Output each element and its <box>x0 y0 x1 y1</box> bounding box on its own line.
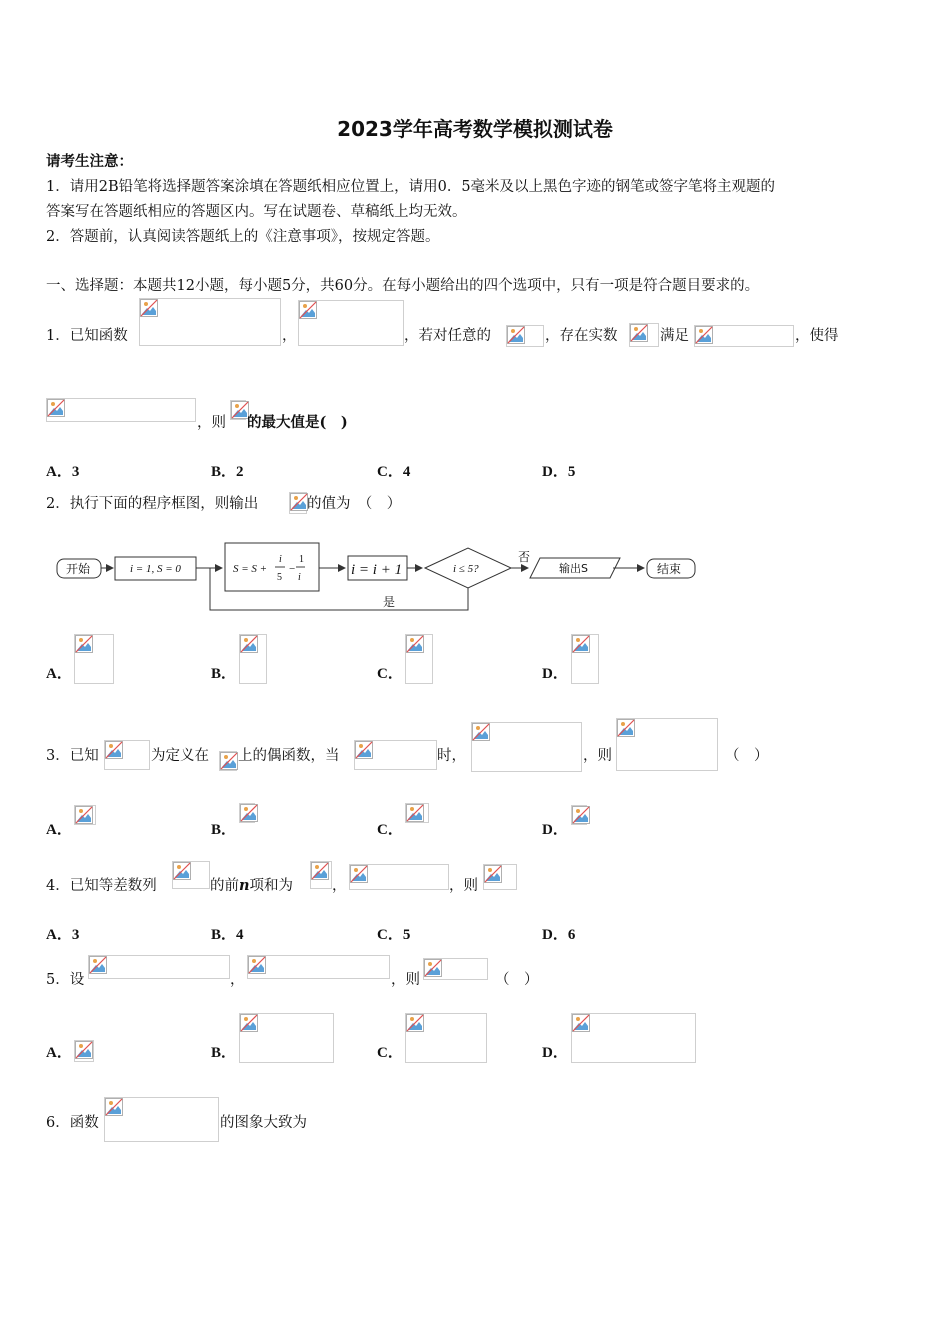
q3-formula-image-3 <box>354 740 437 770</box>
q2-text-a: 2．执行下面的程序框图，则输出 <box>46 496 259 512</box>
q4-option-c-label: C． <box>377 927 403 943</box>
q4-option-c-text: 5 <box>402 927 411 943</box>
broken-image-icon <box>75 1041 93 1059</box>
q1-text-g: ，则 <box>197 415 226 431</box>
flow-sum-den1: 5 <box>277 572 282 583</box>
broken-image-icon <box>311 862 329 880</box>
q2-option-a-label: A． <box>46 666 72 682</box>
q1-text-c: ，若对任意的 <box>404 328 491 344</box>
q2-option-a-image <box>74 634 114 684</box>
q3-option-a <box>46 818 72 839</box>
q4-option-b-text: 4 <box>236 927 244 943</box>
q3-option-b-image <box>239 803 255 823</box>
q1-text-e: 满足 <box>660 328 689 344</box>
flow-no-label: 否 <box>518 550 531 564</box>
flow-init-label: i = 1, S = 0 <box>130 563 181 575</box>
q4-option-d-label: D． <box>542 927 568 943</box>
q5-formula-image-2 <box>247 955 390 979</box>
q3-text-a: 3．已知 <box>46 748 99 764</box>
q4-text-d: ， <box>332 878 347 894</box>
broken-image-icon <box>75 806 93 824</box>
q1-formula-image-2 <box>298 300 404 346</box>
notice-line-2: 2．答题前，认真阅读答题纸上的《注意事项》，按规定答题。 <box>46 229 440 245</box>
q6-formula-image-1 <box>104 1097 219 1142</box>
q5-text-c: ，则 <box>391 972 420 988</box>
q1-option-b <box>211 460 244 481</box>
q6-text-b: 的图象大致为 <box>220 1115 307 1131</box>
page-title: 2023学年高考数学模拟测试卷 <box>337 117 613 141</box>
q3-option-a-label: A． <box>46 822 72 838</box>
q2-text-b: 的值为 （ ） <box>307 496 402 512</box>
q5-option-c <box>377 1041 403 1062</box>
q1-formula-image-3 <box>506 325 544 347</box>
q5-option-d <box>542 1041 568 1062</box>
q5-option-b-label: B． <box>211 1045 237 1061</box>
q3-text-e: ，则 <box>583 748 612 764</box>
q4-option-b <box>211 923 244 944</box>
broken-image-icon <box>406 1014 424 1032</box>
broken-image-icon <box>240 635 258 653</box>
q2-option-c-image <box>405 634 433 684</box>
q5-formula-image-3 <box>423 958 488 980</box>
q2-option-d <box>542 662 568 683</box>
broken-image-icon <box>220 752 238 770</box>
q4-option-a-text: 3 <box>71 927 80 943</box>
q5-text-d: （ ） <box>495 972 539 988</box>
q2-option-b <box>211 662 236 683</box>
flow-sum-minus: − <box>289 563 296 575</box>
flow-end-label: 结束 <box>657 562 682 576</box>
broken-image-icon <box>240 804 258 822</box>
q3-option-c <box>377 818 403 839</box>
flow-output-label: 输出S <box>559 562 588 575</box>
q1-text-d: ，存在实数 <box>545 328 618 344</box>
flow-sum-den2: i <box>298 572 301 583</box>
q5-formula-image-1 <box>88 955 230 979</box>
q3-text-c: 上的偶函数，当 <box>238 748 340 764</box>
q3-formula-image-2 <box>219 751 237 771</box>
q5-text-b: ， <box>230 972 245 988</box>
q1-option-d-text: 5 <box>567 464 576 480</box>
notice-heading: 请考生注意： <box>46 153 133 170</box>
broken-image-icon <box>572 806 590 824</box>
q1-option-b-text: 2 <box>236 464 244 480</box>
q1-text-b: ， <box>282 328 297 344</box>
q4-option-a <box>46 923 79 944</box>
flow-sum-lhs: S = S + <box>233 563 268 575</box>
q5-option-c-label: C． <box>377 1045 403 1061</box>
q3-text-b: 为定义在 <box>151 748 209 764</box>
q3-option-d-label: D． <box>542 822 568 838</box>
broken-image-icon <box>47 399 65 417</box>
broken-image-icon <box>240 1014 258 1032</box>
q3-text-f: （ ） <box>725 748 769 764</box>
q4-option-d-text: 6 <box>567 927 576 943</box>
q3-option-a-image <box>74 805 96 825</box>
broken-image-icon <box>105 741 123 759</box>
q2-option-d-image <box>571 634 599 684</box>
q1-formula-image-5 <box>694 325 794 347</box>
flow-sum-num2: 1 <box>299 554 304 565</box>
q3-formula-image-1 <box>104 740 150 770</box>
q1-option-a <box>46 460 79 481</box>
broken-image-icon <box>406 635 424 653</box>
broken-image-icon <box>472 723 490 741</box>
broken-image-icon <box>140 299 158 317</box>
broken-image-icon <box>350 865 368 883</box>
flow-inc-label: i = i + 1 <box>351 562 403 578</box>
q1-option-a-text: 3 <box>71 464 80 480</box>
q5-option-b <box>211 1041 236 1062</box>
q1-option-c-label: C． <box>377 464 403 480</box>
broken-image-icon <box>75 635 93 653</box>
flow-start-label: 开始 <box>66 562 91 576</box>
q4-option-d <box>542 923 575 944</box>
broken-image-icon <box>507 326 525 344</box>
q5-option-a-image <box>74 1040 94 1062</box>
q3-text-d: 时， <box>437 748 466 764</box>
broken-image-icon <box>484 865 502 883</box>
q3-option-d-image <box>571 805 587 825</box>
q2-option-b-label: B． <box>211 666 237 682</box>
q2-option-c-label: C． <box>377 666 403 682</box>
q1-text-a: 1．已知函数 <box>46 328 128 344</box>
q4-text-c: 项和为 <box>249 878 294 894</box>
q4-text-a: 4．已知等差数列 <box>46 878 157 894</box>
broken-image-icon <box>105 1098 123 1116</box>
broken-image-icon <box>572 635 590 653</box>
q4-text-b: 的前 <box>210 878 239 894</box>
q5-option-a <box>46 1041 72 1062</box>
q1-formula-image-1 <box>139 298 281 346</box>
q1-option-b-label: B． <box>211 464 237 480</box>
broken-image-icon <box>424 959 442 977</box>
q1-formula-image-7 <box>230 400 246 420</box>
flow-yes-label: 是 <box>383 595 396 609</box>
broken-image-icon <box>695 326 713 344</box>
q3-option-d <box>542 818 568 839</box>
q2-option-b-image <box>239 634 267 684</box>
q2-option-d-label: D． <box>542 666 568 682</box>
broken-image-icon <box>89 956 107 974</box>
q6-text-a: 6．函数 <box>46 1115 99 1131</box>
q1-option-d <box>542 460 575 481</box>
q1-formula-image-4 <box>629 323 659 347</box>
q3-formula-image-5 <box>616 718 718 771</box>
flow-cond-label: i ≤ 5? <box>453 563 479 575</box>
q1-formula-image-6 <box>46 398 196 422</box>
q5-option-c-image <box>405 1013 487 1063</box>
broken-image-icon <box>290 493 308 511</box>
q4-text-n: n <box>239 877 250 894</box>
broken-image-icon <box>248 956 266 974</box>
q2-formula-image-1 <box>289 492 307 514</box>
broken-image-icon <box>355 741 373 759</box>
q1-option-a-label: A． <box>46 464 72 480</box>
q4-option-b-label: B． <box>211 927 237 943</box>
q4-formula-image-2 <box>310 861 332 889</box>
broken-image-icon <box>406 804 424 822</box>
q3-option-c-image <box>405 803 429 823</box>
q5-text-a: 5．设 <box>46 972 85 988</box>
q4-formula-image-1 <box>172 861 210 889</box>
broken-image-icon <box>630 324 648 342</box>
flow-sum-num1: i <box>279 554 282 565</box>
q4-option-a-label: A． <box>46 927 72 943</box>
q1-text-f: ，使得 <box>795 328 839 344</box>
broken-image-icon <box>572 1014 590 1032</box>
q1-option-d-label: D． <box>542 464 568 480</box>
q5-option-b-image <box>239 1013 334 1063</box>
broken-image-icon <box>299 301 317 319</box>
flowchart <box>40 540 710 620</box>
q1-option-c-text: 4 <box>402 464 411 480</box>
notice-line-1: 1．请用2B铅笔将选择题答案涂填在答题纸相应位置上，请用0．5毫米及以上黑色字迹的钢笔或签字笔将主观题的 <box>46 179 776 195</box>
notice-line-1-cont: 答案写在答题纸相应的答题区内。写在试题卷、草稿纸上均无效。 <box>46 204 467 220</box>
q5-option-a-label: A． <box>46 1045 72 1061</box>
q1-option-c <box>377 460 410 481</box>
broken-image-icon <box>173 862 191 880</box>
broken-image-icon <box>617 719 635 737</box>
section-heading: 一、选择题：本题共12小题，每小题5分，共60分。在每小题给出的四个选项中，只有一项是符合题目要求的。 <box>46 278 760 294</box>
q1-text-h: 的最大值是( ) <box>247 414 348 431</box>
q4-text-b-wrap <box>210 876 293 896</box>
q4-formula-image-3 <box>349 864 449 890</box>
q3-option-c-label: C． <box>377 822 403 838</box>
q4-formula-image-4 <box>483 864 517 890</box>
q5-option-d-label: D． <box>542 1045 568 1061</box>
q4-text-e: ，则 <box>449 878 478 894</box>
q3-formula-image-4 <box>471 722 582 772</box>
q3-option-b <box>211 818 236 839</box>
q2-option-a <box>46 662 72 683</box>
q4-option-c <box>377 923 410 944</box>
q3-option-b-label: B． <box>211 822 237 838</box>
q2-option-c <box>377 662 403 683</box>
q5-option-d-image <box>571 1013 696 1063</box>
